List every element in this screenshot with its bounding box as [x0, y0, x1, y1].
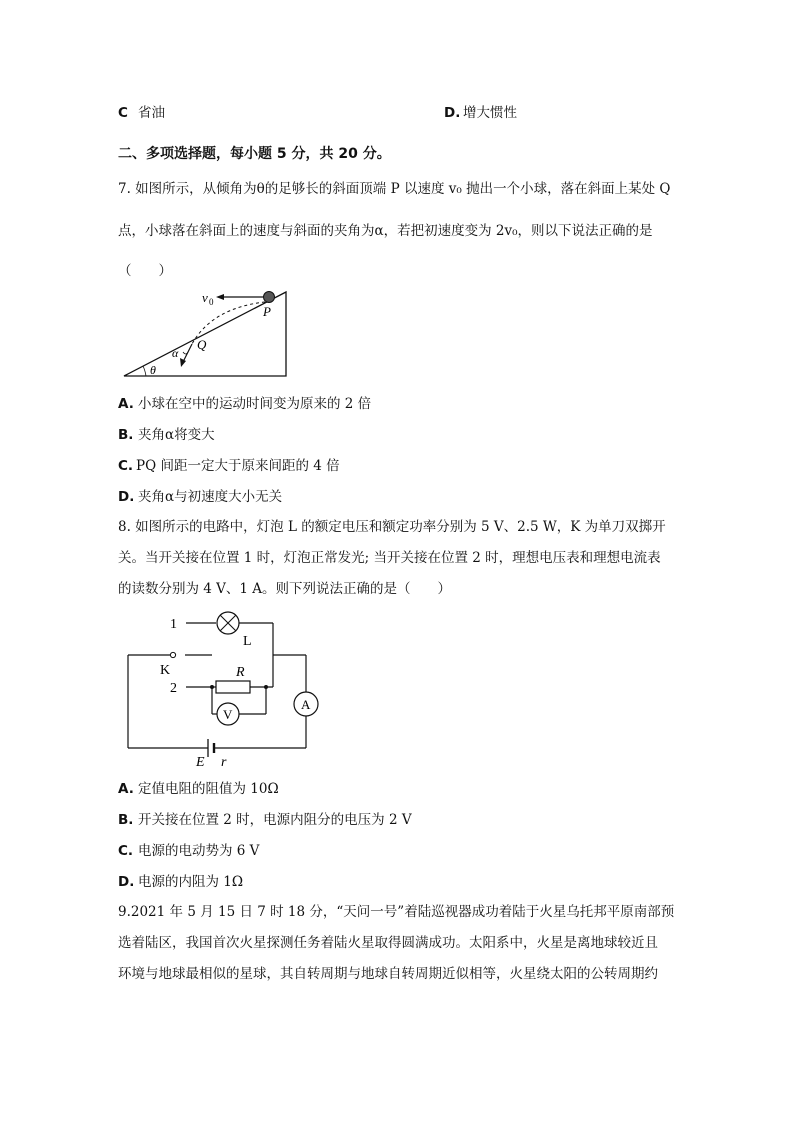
theta-arc — [143, 366, 146, 376]
alpha-label: α — [172, 346, 179, 360]
q7-option-a-letter: A. — [118, 396, 134, 412]
switch-label: K — [160, 663, 171, 678]
q7-option-a-text: 小球在空中的运动时间变为原来的 2 倍 — [138, 396, 372, 412]
q7-line-1: 7. 如图所示，从倾角为θ的足够长的斜面顶端 P 以速度 v₀ 抛出一个小球，落在斜面上某处 Q — [118, 181, 671, 197]
q8-option-b-text: 开关接在位置 2 时，电源内阻分的电压为 2 V — [138, 812, 412, 828]
q9-line-1: 9.2021 年 5 月 15 日 7 时 18 分，“天问一号”着陆巡视器成功着陆于火星乌托邦平原南部预 — [118, 904, 675, 920]
q7-option-d-text: 夹角α与初速度大小无关 — [138, 489, 283, 505]
incline-figure — [120, 286, 300, 382]
prev-option-d-letter: D. — [444, 105, 461, 121]
q7-option-b-letter: B. — [118, 427, 134, 443]
switch-pivot — [170, 652, 175, 657]
q8-option-d-letter: D. — [118, 874, 135, 890]
prev-option-d-text: 增大惯性 — [463, 105, 517, 121]
q8-option-a-letter: A. — [118, 781, 134, 797]
q9-line-3: 环境与地球最相似的星球，其自转周期与地球自转周期近似相等，火星绕太阳的公转周期约 — [118, 966, 658, 982]
resistor-label: R — [236, 665, 245, 680]
ammeter-label: A — [301, 697, 311, 712]
q9-line-2: 选着陆区，我国首次火星探测任务着陆火星取得圆满成功。太阳系中，火星是离地球较近且 — [118, 935, 658, 951]
resistor — [216, 681, 250, 693]
prev-option-c-text: 省油 — [138, 105, 165, 121]
q8-option-a-text: 定值电阻的阻值为 10Ω — [138, 781, 279, 797]
q7-line-3: （ ） — [118, 263, 172, 279]
q8-option-c-letter: C. — [118, 843, 134, 859]
v0-label: v — [202, 290, 208, 305]
v0-subscript: 0 — [209, 297, 214, 307]
section-title: 二、多项选择题，每小题 5 分，共 20 分。 — [118, 146, 391, 162]
q7-option-c-letter: C. — [118, 458, 134, 474]
voltmeter-label: V — [223, 707, 233, 722]
q7-option-d-letter: D. — [118, 489, 135, 505]
position-2-label: 2 — [170, 681, 177, 696]
emf-label: E — [196, 755, 205, 770]
ball — [264, 292, 275, 303]
q8-option-b-letter: B. — [118, 812, 134, 828]
position-1-label: 1 — [170, 617, 177, 632]
internal-resistance-label: r — [221, 755, 227, 770]
q8-line-1: 8. 如图所示的电路中，灯泡 L 的额定电压和额定功率分别为 5 V、2.5 W，K 为单刀双掷开 — [118, 519, 666, 535]
q8-line-3: 的读数分别为 4 V、1 A。则下列说法正确的是（ ） — [118, 581, 452, 597]
q-label: Q — [197, 337, 207, 352]
q7-option-c-text: PQ 间距一定大于原来间距的 4 倍 — [136, 458, 340, 474]
circuit-figure — [120, 608, 320, 768]
p-label: P — [263, 304, 271, 319]
q8-line-2: 关。当开关接在位置 1 时，灯泡正常发光; 当开关接在位置 2 时，理想电压表和理想电流表 — [118, 550, 661, 566]
q7-line-2: 点，小球落在斜面上的速度与斜面的夹角为α，若把初速度变为 2v₀，则以下说法正确的是 — [118, 223, 653, 239]
lamp-label: L — [243, 634, 252, 649]
q8-option-c-text: 电源的电动势为 6 V — [138, 843, 260, 859]
prev-option-c-letter: C — [118, 105, 128, 121]
q8-option-d-text: 电源的内阻为 1Ω — [138, 874, 244, 890]
q7-option-b-text: 夹角α将变大 — [138, 427, 215, 443]
theta-label: θ — [150, 363, 156, 377]
